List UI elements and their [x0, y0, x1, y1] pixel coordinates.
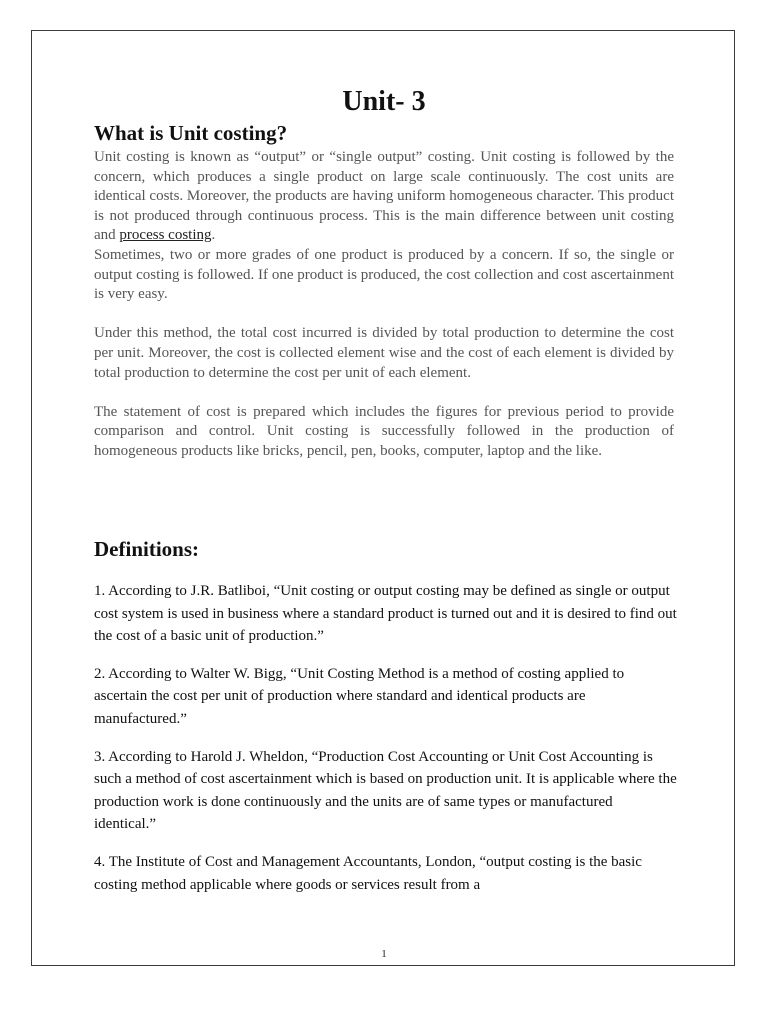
intro-body	[94, 148, 674, 462]
intro-paragraph-3: Under this method, the total cost incurred is divided by total production to determine the cost per unit. Moreover, the cost is collected element wise and the cost of each element is divided by total production to determine the cost per unit of each element.	[94, 325, 674, 381]
process-costing-link[interactable]: process costing	[119, 227, 212, 244]
definition-item: 4. The Institute of Cost and Management Accountants, London, “output costing is the basic costing method applicable where goods or services result from a	[94, 853, 642, 893]
intro-paragraph-1-text: Unit costing is known as “output” or “single output” costing. Unit costing is followed by the concern, which produces a single product on large scale continuously. The cost units are identical costs. Moreover, the products are having uniform homogeneous character. This product is not produced through continuous process. This is the main difference between unit costing and	[94, 149, 674, 244]
definition-item: 3. According to Harold J. Wheldon, “Production Cost Accounting or Unit Cost Accounting is such a method of cost ascertainment which is based on production unit. It is applicable where the production work is done continuously and the units are of same types or manufactured identical.”	[94, 748, 677, 833]
intro-paragraph-2: Sometimes, two or more grades of one product is produced by a concern. If so, the single or output costing is followed. If one product is produced, the cost collection and cost ascertainment is very easy.	[94, 246, 674, 303]
unit-title: Unit- 3	[342, 86, 426, 117]
definitions-title: Definitions:	[94, 537, 199, 561]
intro-paragraph-1-end: .	[211, 227, 216, 244]
intro-paragraph-4: The statement of cost is prepared which includes the figures for previous period to provide comparison and control. Unit costing is successfully followed in the production of homogeneous products like bricks, pencil, pen, books, computer, laptop and the like.	[94, 403, 674, 459]
page-number: 1	[381, 948, 387, 960]
definition-item: 2. According to Walter W. Bigg, “Unit Costing Method is a method of costing applied to ascertain the cost per unit of production where standard and identical products are manufactured.”	[94, 665, 625, 727]
definition-item: 1. According to J.R. Batliboi, “Unit costing or output costing may be defined as single or output cost system is used in business where a standard product is turned out and it is desired to find out the cost of a basic unit of production.”	[94, 583, 677, 645]
definitions-list	[94, 580, 678, 911]
section-title: What is Unit costing?	[94, 121, 288, 145]
intro-paragraph-1	[94, 148, 674, 246]
